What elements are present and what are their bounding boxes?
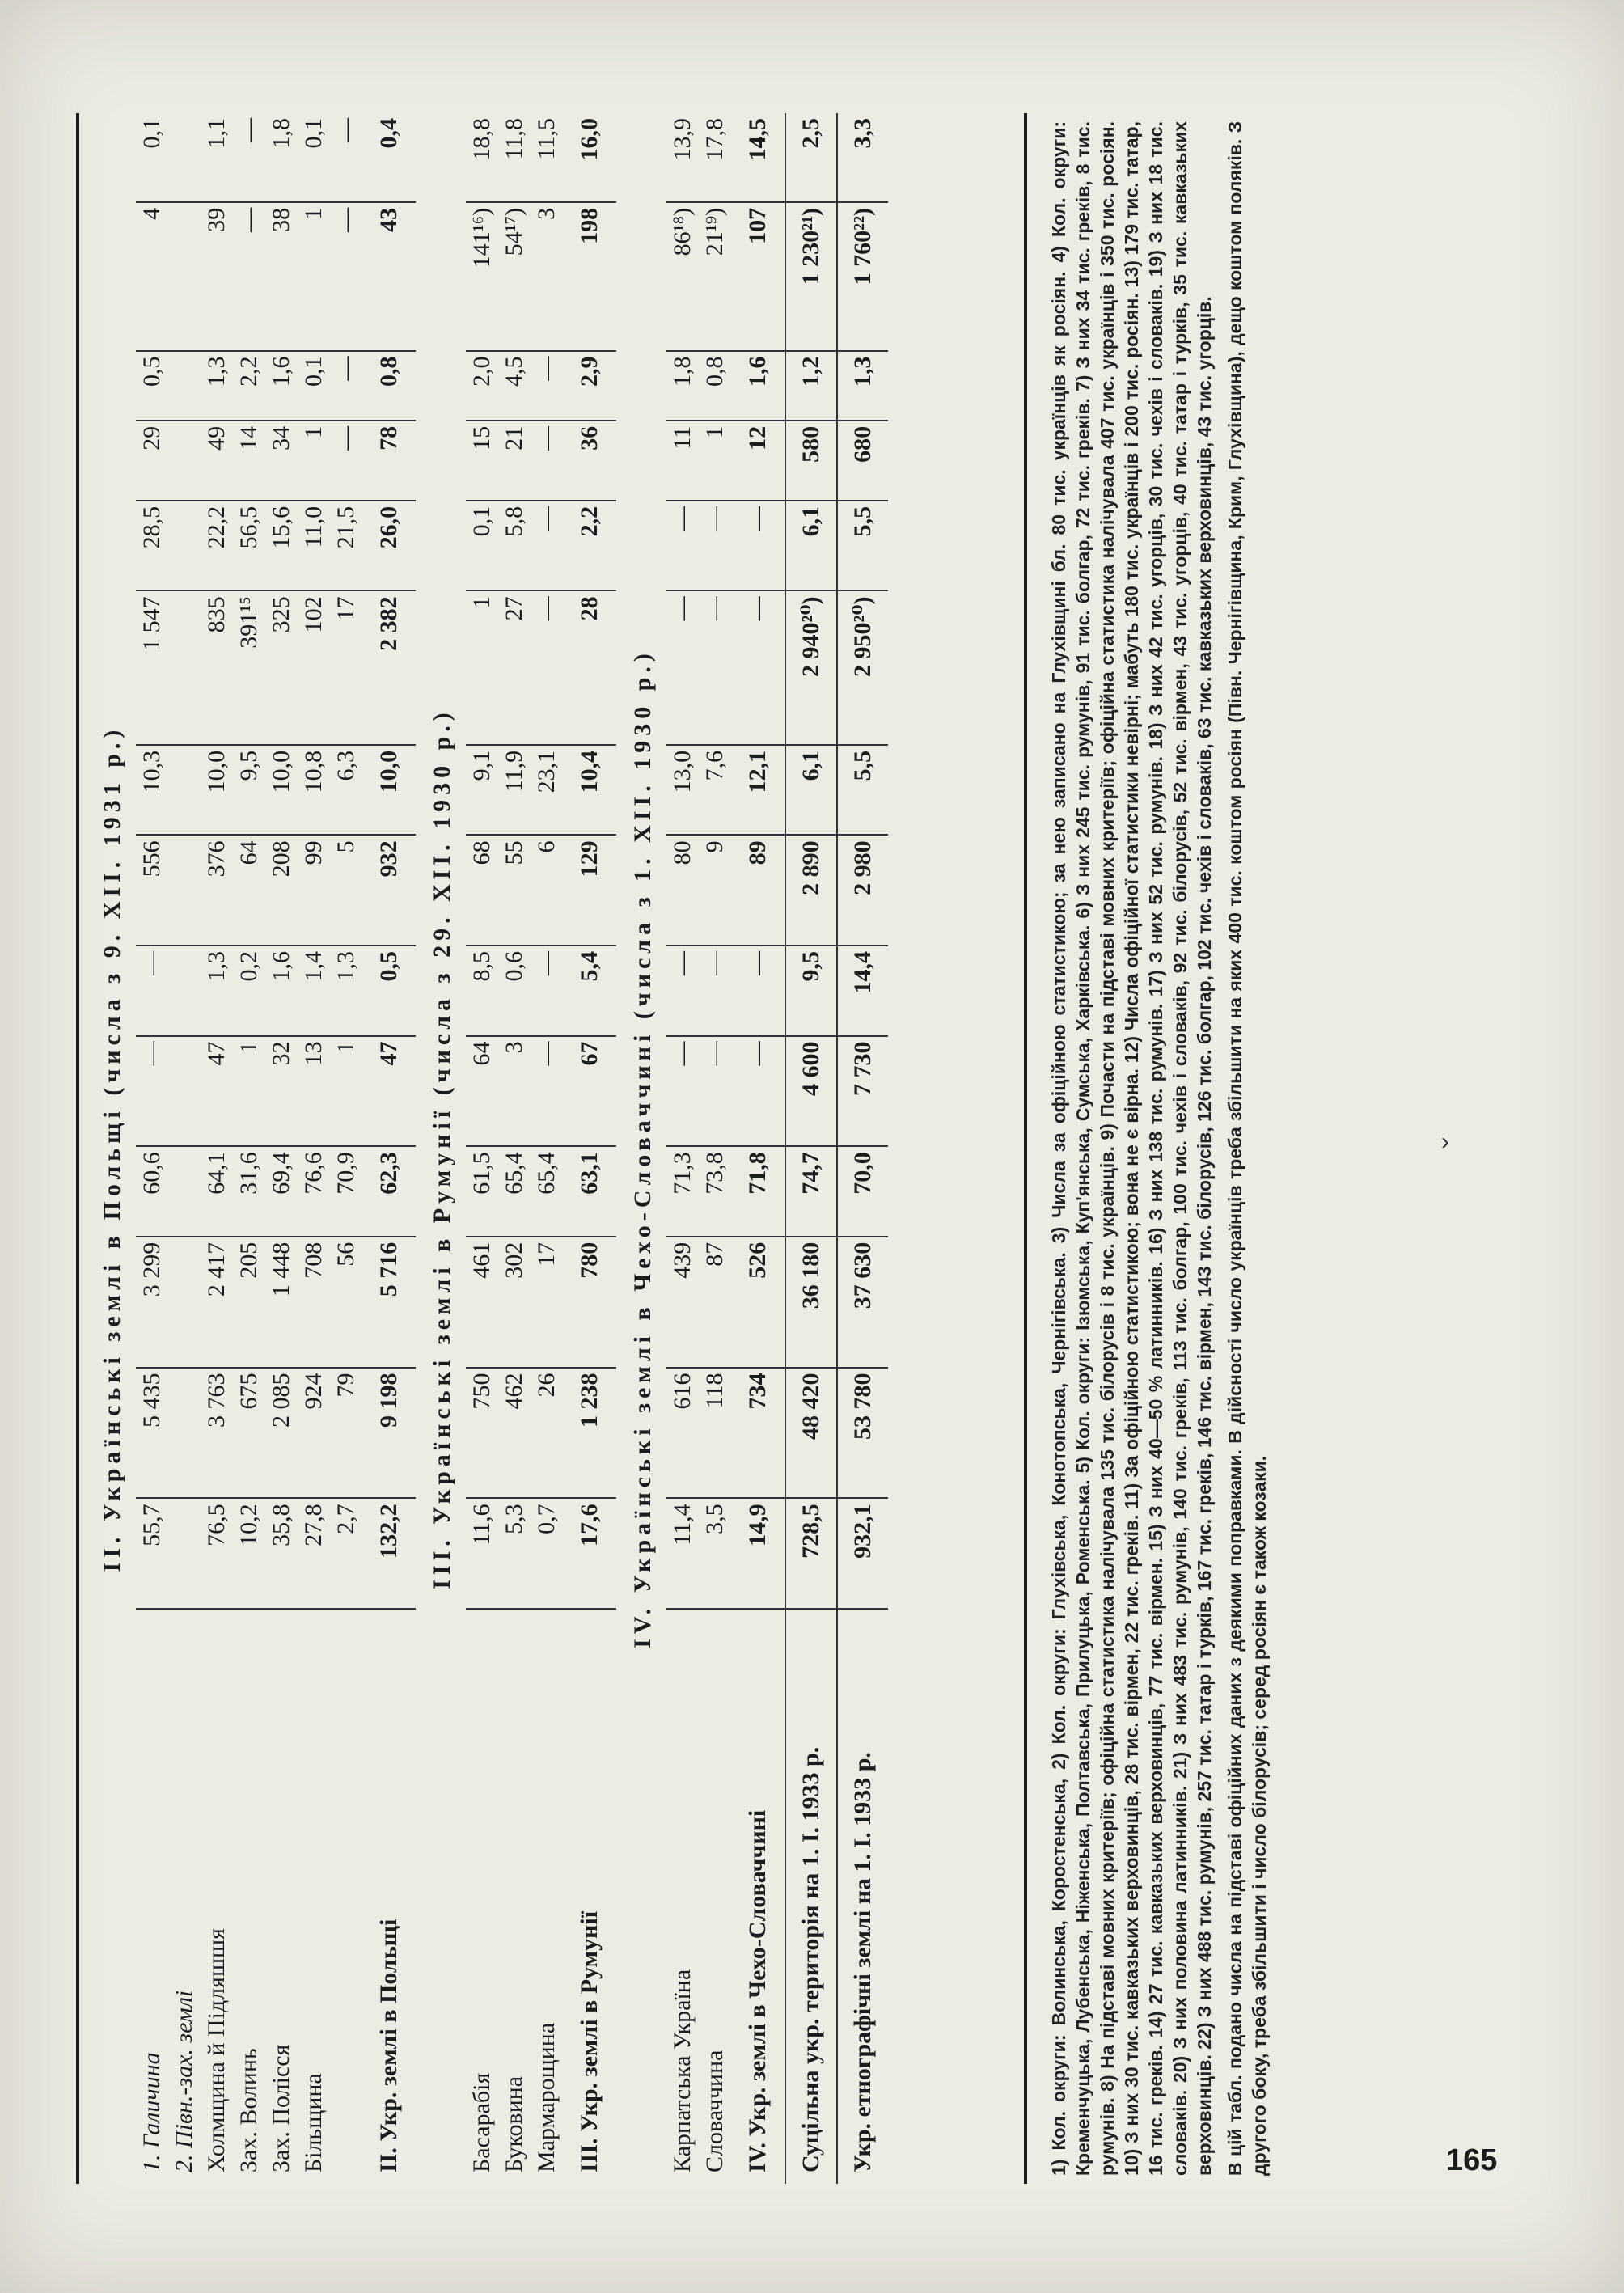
table-cell: 28 [563, 590, 616, 745]
table-cell: 0,4 [362, 113, 416, 202]
table-cell: — [666, 501, 699, 591]
table-cell: 76,6 [298, 1146, 330, 1237]
stray-mark: › [1441, 1128, 1449, 1155]
table-cell: 1 [330, 1036, 362, 1147]
table-cell: 14 [233, 421, 265, 501]
table-cell: 71,8 [731, 1146, 785, 1237]
table-cell: 2 980 [837, 835, 888, 946]
table-cell: 4,5 [498, 351, 531, 421]
table-cell: 11,6 [466, 1498, 498, 1609]
table-cell: 9 [699, 835, 731, 946]
table-cell: 1,6 [265, 946, 298, 1036]
table-cell [168, 113, 201, 202]
table-cell: 780 [563, 1237, 616, 1368]
table-cell: 69,4 [265, 1146, 298, 1237]
table-cell: 21¹⁹) [699, 202, 731, 351]
table-cell: 11,5 [531, 113, 563, 202]
table-cell: 38 [265, 202, 298, 351]
table-cell: 34 [265, 421, 298, 501]
table-cell: 70,9 [330, 1146, 362, 1237]
table-cell: 17,6 [563, 1498, 616, 1609]
table-cell: 21 [498, 421, 531, 501]
table-cell: 680 [837, 421, 888, 501]
table-cell: 9,5 [233, 745, 265, 836]
table-cell: 65,4 [498, 1146, 531, 1237]
table-cell: 5,5 [837, 745, 888, 836]
row-label: Буковина [501, 2075, 527, 2172]
table-cell: 47 [201, 1036, 233, 1147]
table-cell: 0,1 [298, 113, 330, 202]
table-cell: 36 180 [785, 1237, 837, 1368]
table-cell: 31,6 [233, 1146, 265, 1237]
table-cell: 750 [466, 1368, 498, 1499]
table-cell: 79 [330, 1368, 362, 1499]
table-cell: 80 [666, 835, 699, 946]
table-cell: 55 [498, 835, 531, 946]
row-label: Більщина [300, 2073, 327, 2172]
table-cell: 14,5 [731, 113, 785, 202]
table-cell: 205 [233, 1237, 265, 1368]
table-cell: — [731, 501, 785, 591]
table-cell: 924 [298, 1368, 330, 1499]
table-cell: 2 950²⁰) [837, 590, 888, 745]
table-cell [168, 590, 201, 745]
table-cell: — [531, 1036, 563, 1147]
table-cell: 17 [531, 1237, 563, 1368]
table-cell: 3,3 [837, 113, 888, 202]
table-cell: 48 420 [785, 1368, 837, 1499]
table-cell: 6 [531, 835, 563, 946]
table-cell: — [699, 501, 731, 591]
table-row [201, 113, 233, 2184]
table-cell [168, 946, 201, 1036]
table-cell: 3 299 [136, 1237, 168, 1368]
table-cell: 734 [731, 1368, 785, 1499]
table-cell: — [531, 590, 563, 745]
table-cell: 129 [563, 835, 616, 946]
row-label: 1. Галичина [138, 2052, 165, 2172]
table-cell: 5,4 [563, 946, 616, 1036]
table-cell: 6,3 [330, 745, 362, 836]
table-cell: — [531, 501, 563, 591]
table-cell: 60,6 [136, 1146, 168, 1237]
table-cell: 2,2 [563, 501, 616, 591]
table-cell: 56 [330, 1237, 362, 1368]
table-cell: 1 230²¹) [785, 202, 837, 351]
table-cell: 1,4 [298, 946, 330, 1036]
table-cell: 2,7 [330, 1498, 362, 1609]
table-cell: 5,5 [837, 501, 888, 591]
table-cell: — [136, 946, 168, 1036]
table-cell: 1,3 [201, 946, 233, 1036]
table-row [330, 113, 362, 2184]
section-heading: IV. Українські землі в Чехо-Словаччині (числа з 1. XII. 1930 р.) [629, 649, 656, 1648]
table-cell: 10,2 [233, 1498, 265, 1609]
table-cell: 7 730 [837, 1036, 888, 1147]
row-label: Басарабія [468, 2072, 495, 2172]
row-label: Карпатська Україна [669, 1969, 696, 2172]
table-cell: 56,5 [233, 501, 265, 591]
table-cell: 1,8 [265, 113, 298, 202]
table-cell: 141¹⁶) [466, 202, 498, 351]
table-cell: — [699, 1036, 731, 1147]
table-cell: 1,3 [330, 946, 362, 1036]
table-cell: 5 435 [136, 1368, 168, 1499]
table-row [666, 113, 699, 2184]
table-cell: 3 [498, 1036, 531, 1147]
table-cell: 302 [498, 1237, 531, 1368]
row-label: Холмщина й Підляшшя [203, 1928, 230, 2172]
table-cell: 3,5 [699, 1498, 731, 1609]
table-cell: 580 [785, 421, 837, 501]
table-cell: 61,5 [466, 1146, 498, 1237]
table-cell: 1 [699, 421, 731, 501]
table-cell: 16,0 [563, 113, 616, 202]
table-cell [168, 1036, 201, 1147]
table-cell: 12 [731, 421, 785, 501]
table-cell: 17,8 [699, 113, 731, 202]
table-cell: 64 [233, 835, 265, 946]
table-cell: 11,9 [498, 745, 531, 836]
table-cell: — [731, 1036, 785, 1147]
table-cell: 28,5 [136, 501, 168, 591]
table-cell [168, 835, 201, 946]
table-cell: 5 716 [362, 1237, 416, 1368]
table-cell: 73,8 [699, 1146, 731, 1237]
table-cell [168, 202, 201, 351]
table-cell: — [136, 1036, 168, 1147]
table-cell: 23,1 [531, 745, 563, 836]
table-cell: 10,8 [298, 745, 330, 836]
table-cell: 107 [731, 202, 785, 351]
row-label: Мармарощина [533, 2022, 560, 2172]
table-cell: 39 [201, 202, 233, 351]
table-cell: 47 [362, 1036, 416, 1147]
table-cell: 2 085 [265, 1368, 298, 1499]
table-cell: 0,5 [136, 351, 168, 421]
table-cell: 5,8 [498, 501, 531, 591]
row-label: III. Укр. землі в Румунії [576, 1910, 603, 2172]
table-cell: 32 [265, 1036, 298, 1147]
table-cell: 13,9 [666, 113, 699, 202]
table-cell [168, 351, 201, 421]
table-cell: 1,1 [201, 113, 233, 202]
table-cell: 6,1 [785, 745, 837, 836]
row-label: Зах. Полісся [268, 2044, 294, 2172]
table-cell: 728,5 [785, 1498, 837, 1609]
table-cell: 74,7 [785, 1146, 837, 1237]
table-cell: 1,6 [265, 351, 298, 421]
table-cell: 0,2 [233, 946, 265, 1036]
table-cell: 835 [201, 590, 233, 745]
table-cell: 87 [699, 1237, 731, 1368]
table-cell: 526 [731, 1237, 785, 1368]
section-heading: II. Українські землі в Польщі (числа з 9. XII. 1931 р.) [99, 725, 125, 1572]
table-cell: 17 [330, 590, 362, 745]
table-cell [168, 1146, 201, 1237]
summary-row [837, 113, 888, 2184]
table-cell: 10,0 [201, 745, 233, 836]
table-cell: 3 [531, 202, 563, 351]
table-cell: 86¹⁸) [666, 202, 699, 351]
table-cell: 5,3 [498, 1498, 531, 1609]
table-cell: 208 [265, 835, 298, 946]
table-cell: 9,1 [466, 745, 498, 836]
table-cell: 2,5 [785, 113, 837, 202]
table-cell: 325 [265, 590, 298, 745]
table-cell: 11,8 [498, 113, 531, 202]
table-row [498, 113, 531, 2184]
table-cell: 62,3 [362, 1146, 416, 1237]
table-cell: 2 940²⁰) [785, 590, 837, 745]
table-cell: 99 [298, 835, 330, 946]
table-cell: 1,6 [731, 351, 785, 421]
table-cell: 118 [699, 1368, 731, 1499]
table-cell: 2 382 [362, 590, 416, 745]
table-cell: 132,2 [362, 1498, 416, 1609]
table-cell: — [531, 351, 563, 421]
table-cell: — [666, 1036, 699, 1147]
table-cell: 1 [233, 1036, 265, 1147]
table-cell: 1 760²²) [837, 202, 888, 351]
table-cell: 1,3 [837, 351, 888, 421]
table-cell: 13 [298, 1036, 330, 1147]
table-row [233, 113, 265, 2184]
table-cell: 1,2 [785, 351, 837, 421]
section-heading-row [86, 113, 136, 2184]
rotated-statistics-table [57, 113, 1051, 2184]
table-cell: 6,1 [785, 501, 837, 591]
table-cell [168, 745, 201, 836]
row-label: Укр. етнографічні землі на 1. I. 1933 р. [837, 1609, 888, 2184]
summary-row [563, 113, 616, 2184]
table-cell: 462 [498, 1368, 531, 1499]
table-cell: 198 [563, 202, 616, 351]
table-cell: 11,0 [298, 501, 330, 591]
table-cell: 68 [466, 835, 498, 946]
table-cell: 14,9 [731, 1498, 785, 1609]
table-cell: 65,4 [531, 1146, 563, 1237]
table-cell: 63,1 [563, 1146, 616, 1237]
table-cell: 7,6 [699, 745, 731, 836]
table-top-rule [76, 113, 79, 2184]
table-cell: 10,0 [362, 745, 416, 836]
table-row [265, 113, 298, 2184]
table-cell: 26,0 [362, 501, 416, 591]
table-cell: 0,1 [136, 113, 168, 202]
table-cell: 27,8 [298, 1498, 330, 1609]
row-label: 2. Півн.-зах. землі [171, 1990, 197, 2172]
table-cell: 675 [233, 1368, 265, 1499]
table-row [531, 113, 563, 2184]
table-cell: — [731, 946, 785, 1036]
table-row [168, 113, 201, 2184]
table-cell: 932 [362, 835, 416, 946]
table-cell: — [699, 946, 731, 1036]
table-cell: 0,8 [699, 351, 731, 421]
table-row [466, 113, 498, 2184]
table-cell: 2 417 [201, 1237, 233, 1368]
table-cell: 3 763 [201, 1368, 233, 1499]
table-cell: 27 [498, 590, 531, 745]
section-heading: III. Українські землі в Румунії (числа з 29. XII. 1930 р.) [429, 708, 455, 1589]
table-cell: 708 [298, 1237, 330, 1368]
table-cell: 556 [136, 835, 168, 946]
table-cell: 9 198 [362, 1368, 416, 1499]
table-cell: 0,6 [498, 946, 531, 1036]
table-cell: 11,4 [666, 1498, 699, 1609]
table-cell [168, 1368, 201, 1499]
table-cell: 14,4 [837, 946, 888, 1036]
table-cell: 64 [466, 1036, 498, 1147]
table-cell: 71,3 [666, 1146, 699, 1237]
table-bottom-rule [1024, 113, 1027, 2184]
table-cell: 78 [362, 421, 416, 501]
table-cell: 54¹⁷) [498, 202, 531, 351]
table-cell: — [666, 946, 699, 1036]
table-cell: — [731, 590, 785, 745]
table-cell: 1,8 [666, 351, 699, 421]
table-cell: 1 448 [265, 1237, 298, 1368]
table-cell: 1 [298, 421, 330, 501]
table-cell: 10,3 [136, 745, 168, 836]
table-cell: 22,2 [201, 501, 233, 591]
table-cell: 1,3 [201, 351, 233, 421]
table-cell: — [531, 946, 563, 1036]
table-cell: 2,0 [466, 351, 498, 421]
table-cell: 4 600 [785, 1036, 837, 1147]
table-cell: 0,5 [362, 946, 416, 1036]
table-cell: 616 [666, 1368, 699, 1499]
table-cell: 18,8 [466, 113, 498, 202]
row-label: IV. Укр. землі в Чехо-Словаччині [744, 1809, 771, 2172]
table-cell: — [233, 202, 265, 351]
table-cell: 36 [563, 421, 616, 501]
ethnic-statistics-table [86, 113, 888, 2184]
table-cell: 0,1 [298, 351, 330, 421]
table-cell: 64,1 [201, 1146, 233, 1237]
table-cell: 67 [563, 1036, 616, 1147]
table-cell: — [531, 421, 563, 501]
table-cell: 439 [666, 1237, 699, 1368]
table-cell: 1 [298, 202, 330, 351]
row-label: Суцільна укр. територія на 1. I. 1933 р. [785, 1609, 837, 2184]
table-cell: 932,1 [837, 1498, 888, 1609]
table-cell: 1 547 [136, 590, 168, 745]
table-cell: 53 780 [837, 1368, 888, 1499]
table-cell: 43 [362, 202, 416, 351]
table-cell [168, 1498, 201, 1609]
summary-row [362, 113, 416, 2184]
table-cell: — [330, 113, 362, 202]
section-heading-row [616, 113, 666, 2184]
table-cell: — [699, 590, 731, 745]
table-cell: — [233, 113, 265, 202]
table-cell: 29 [136, 421, 168, 501]
table-cell: 37 630 [837, 1237, 888, 1368]
table-cell: 0,1 [466, 501, 498, 591]
table-cell: 5 [330, 835, 362, 946]
table-cell [168, 501, 201, 591]
table-cell: — [330, 351, 362, 421]
footnotes-text: 1) Кол. округи: Волинська, Коростенська, 2) Кол. округи: Глухівська, Конотопська, Чернігівська. 3) Числа за офіційною статистикою; за нею записано на Глухівщині бл. 80 тис. українців як росіян. 4) Кол. округи: Кременчуцька, Лубенська, Ніженська, Полтавська, Прилуцька, Роменська. 5) Кол. округи: Ізюмська, Куп'янська, Сумська, Харківська. 6) З них 245 тис. румунів, 91 тис. болгар, 72 тис. греків. 7) З них 34 тис. греків, 8 тис. румунів. 8) На підставі мовних критеріїв; офіційна статистика налічувала 135 тис. білорусів і 8 тис. українців. 9) Почасти на підставі мовних критеріїв; офіційна статистика налічувала 407 тис. українців і 350 тис. росіян. 10) З них 30 тис. кавказьких верховинців, 28 тис. вірмен, 22 тис. греків. 11) За офіційною статистикою; вона не є вірна. 12) Числа офіційної статистики невірні; мабуть 180 тис. українців і 200 тис. росіян. 13) 179 тис. татар, 16 тис. греків. 14) 27 тис. кавказьких верховинців, 77 тис. вірмен. 15) З них 40—50 % латинників. 16) З них 138 тис. румунів. 17) З них 52 тис. румунів. 18) З них 42 тис. угорців, 30 тис. чехів і словаків. 19) З них 18 тис. словаків. 20) З них половина латинників. 21) З них 483 тис. румунів, 140 тис. греків, 113 тис. болгар, 100 тис. чехів і словаків, 92 тис. білорусів, 52 тис. вірмен, 43 тис. угорців, 40 тис. татар і турків, 35 тис. кавказьких верховинців. 22) З них 488 тис. румунів, 257 тис. татар і турків, 167 тис. греків, 146 тис. вірмен, 143 тис. білорусів, 126 тис. болгар, 102 тис. чехів і словаків, 63 тис. кавказьких верховинців, 43 тис. угорців. [1048, 121, 1215, 2176]
table-cell: 55,7 [136, 1498, 168, 1609]
table-cell: 2 890 [785, 835, 837, 946]
table-cell: 70,0 [837, 1146, 888, 1237]
table-cell: 49 [201, 421, 233, 501]
table-cell: 15,6 [265, 501, 298, 591]
section-heading-row [416, 113, 466, 2184]
table-cell: 76,5 [201, 1498, 233, 1609]
row-label [330, 1609, 362, 2184]
table-cell: 10,0 [265, 745, 298, 836]
table-cell: 376 [201, 835, 233, 946]
table-cell: — [666, 590, 699, 745]
row-label: II. Укр. землі в Польщі [375, 1919, 402, 2172]
table-cell: 8,5 [466, 946, 498, 1036]
table-cell: 4 [136, 202, 168, 351]
table-cell: 11 [666, 421, 699, 501]
footnotes-block [1043, 113, 1480, 2184]
table-cell: 2,9 [563, 351, 616, 421]
table-cell: 10,4 [563, 745, 616, 836]
row-label: Зах. Волинь [235, 2048, 262, 2172]
table-cell: 1 238 [563, 1368, 616, 1499]
table-cell: 35,8 [265, 1498, 298, 1609]
table-cell: 0,8 [362, 351, 416, 421]
table-cell: — [330, 421, 362, 501]
table-row [298, 113, 330, 2184]
table-cell: 12,1 [731, 745, 785, 836]
table-cell: 391¹⁵ [233, 590, 265, 745]
page-number: 165 [1446, 2143, 1498, 2177]
table-cell: 0,7 [531, 1498, 563, 1609]
table-cell: 13,0 [666, 745, 699, 836]
table-cell: 2,2 [233, 351, 265, 421]
table-cell: — [330, 202, 362, 351]
table-cell: 21,5 [330, 501, 362, 591]
table-cell: 1 [466, 590, 498, 745]
table-row [699, 113, 731, 2184]
summary-row [731, 113, 785, 2184]
summary-row [785, 113, 837, 2184]
table-cell: 461 [466, 1237, 498, 1368]
table-cell: 89 [731, 835, 785, 946]
table-cell: 9,5 [785, 946, 837, 1036]
table-row [136, 113, 168, 2184]
table-cell: 102 [298, 590, 330, 745]
table-cell: 15 [466, 421, 498, 501]
table-cell [168, 421, 201, 501]
table-cell: 26 [531, 1368, 563, 1499]
row-label: Словаччина [701, 2050, 728, 2172]
footnotes-remark: В цій табл. подано числа на підставі офіційних даних з деякими поправками. В дійсності число українців треба збільшити на яких 400 тис. коштом росіян (Півн. Чернігівщина, Крим, Глухівщина), дещо коштом поляків. З другого боку, треба збільшити і число білорусів; серед росіян є також козаки. [1224, 121, 1270, 2176]
table-cell [168, 1237, 201, 1368]
